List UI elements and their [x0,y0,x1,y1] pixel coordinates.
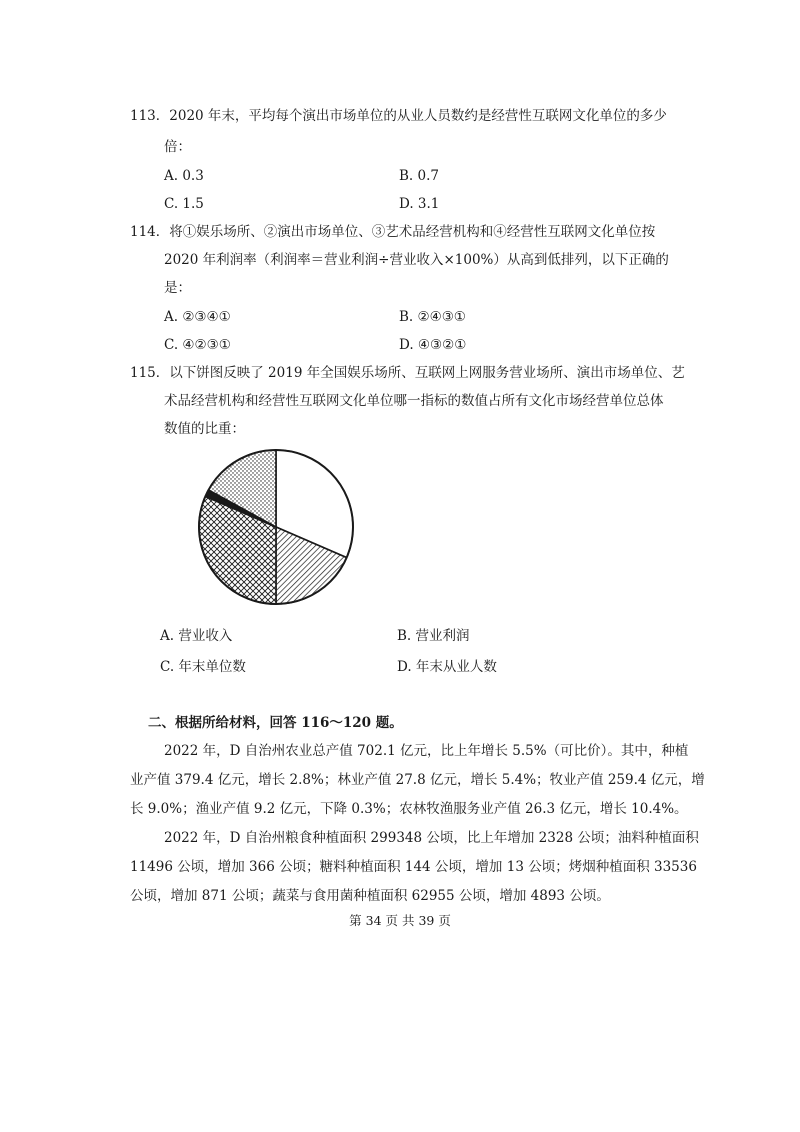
section2-p2-line2: 11496 公顷，增加 366 公顷；糖料种植面积 144 公顷，增加 13 公顷；烤烟种植面积 33536 [130,859,697,875]
q114-option-c[interactable]: C. ④②③① [164,337,231,353]
q114-line3: 是： [164,280,191,296]
q115-line3: 数值的比重： [164,421,245,437]
section2-p2-line1: 2022 年，D 自治州粮食种植面积 299348 公顷，比上年增加 2328 公顷；油料种植面积 [164,830,699,846]
q113-option-b[interactable]: B. 0.7 [399,168,439,184]
q114-option-a[interactable]: A. ②③④① [164,309,231,325]
page-footer: 第 34 页 共 39 页 [349,913,451,928]
q115-option-c[interactable]: C. 年末单位数 [160,659,246,675]
q115-option-d[interactable]: D. 年末从业人数 [397,659,497,675]
q114-option-d[interactable]: D. ④③②① [399,337,467,353]
section2-p1-line2: 业产值 379.4 亿元，增长 2.8%；林业产值 27.8 亿元，增长 5.4%；牧业产值 259.4 亿元，增 [130,772,705,788]
pie-chart [196,444,356,610]
q113-option-a[interactable]: A. 0.3 [164,168,204,184]
section2-p1-line1: 2022 年，D 自治州农业总产值 702.1 亿元，比上年增长 5.5%（可比价）。其中，种植 [164,743,689,759]
q114-line2: 2020 年利润率（利润率＝营业利润÷营业收入×100%）从高到低排列，以下正确的 [164,252,669,268]
q115-option-b[interactable]: B. 营业利润 [397,628,470,644]
section2-p2-line3: 公顷，增加 871 公顷；蔬菜与食用菌种植面积 62955 公顷，增加 4893 公顷。 [130,888,610,904]
q115-line2: 术品经营机构和经营性互联网文化单位哪一指标的数值占所有文化市场经营单位总体 [164,393,664,409]
q115-line1: 115．以下饼图反映了 2019 年全国娱乐场所、互联网上网服务营业场所、演出市场单位、艺 [130,365,685,381]
q113-line1: 113．2020 年末，平均每个演出市场单位的从业人员数约是经营性互联网文化单位的多少 [130,108,667,124]
section2-heading: 二、根据所给材料，回答 116～120 题。 [148,715,403,731]
q114-option-b[interactable]: B. ②④③① [399,309,466,325]
q113-option-c[interactable]: C. 1.5 [164,196,204,212]
q115-option-a[interactable]: A. 营业收入 [160,628,233,644]
q114-line1: 114．将①娱乐场所、②演出市场单位、③艺术品经营机构和④经营性互联网文化单位按 [130,224,656,240]
section2-p1-line3: 长 9.0%；渔业产值 9.2 亿元，下降 0.3%；农林牧渔服务业产值 26.3 亿元，增长 10.4%。 [130,801,688,817]
q113-option-d[interactable]: D. 3.1 [399,196,440,212]
q113-line2: 倍： [164,139,191,155]
